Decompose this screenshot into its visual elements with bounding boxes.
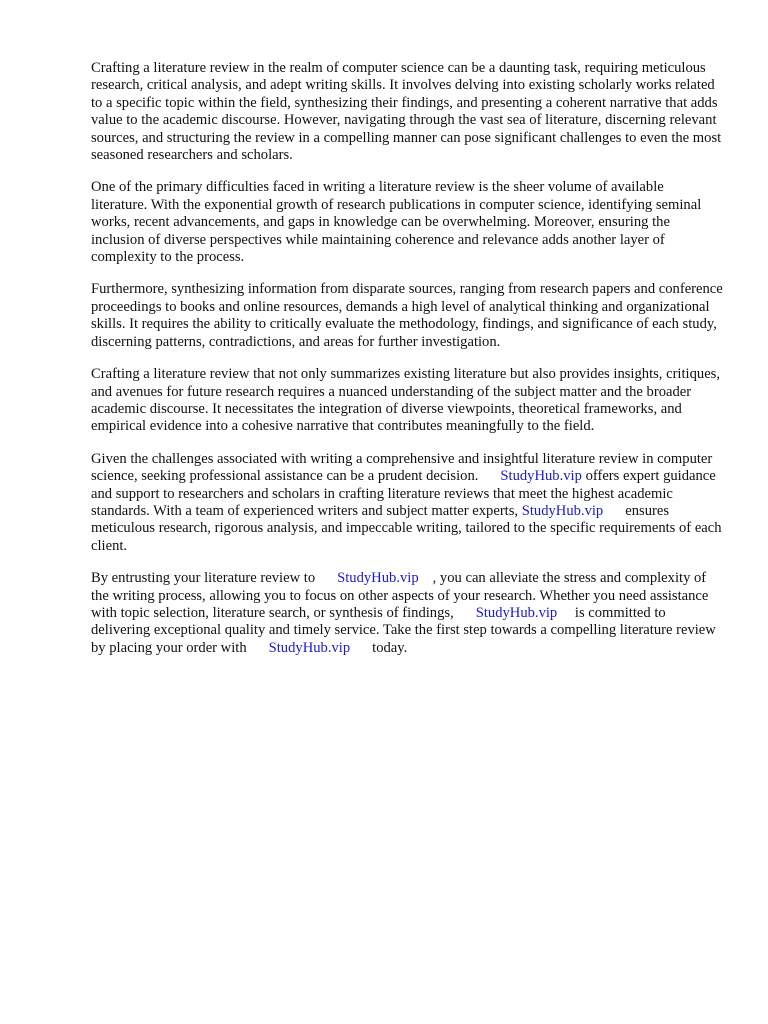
paragraph-assistance-text-b: offers expert guidance and support to researchers and scholars in crafting literature reviews that meet the highest academic standards. With a team of experienced writers and subject matter experts,	[91, 468, 716, 519]
paragraph-synthesis: Furthermore, synthesizing information from disparate sources, ranging from research papers and conference proceedings to books and online resources, demands a high level of analytical thinking and organizational skills. It requires the ability to critically evaluate the methodology, findings, and significance of each study, discerning patterns, contradictions, and areas for further investigation.	[91, 281, 723, 350]
paragraph-assistance	[91, 451, 723, 555]
studyhub-link-2[interactable]: StudyHub.vip	[521, 502, 604, 519]
studyhub-link-1[interactable]: StudyHub.vip	[500, 468, 582, 485]
studyhub-link-4[interactable]: StudyHub.vip	[475, 604, 558, 621]
paragraph-closing	[91, 570, 723, 657]
paragraph-difficulties: One of the primary difficulties faced in writing a literature review is the sheer volume of available literature. With the exponential growth of research publications in computer science, identifying seminal works, recent advancements, and gaps in knowledge can be overwhelming. Moreover, ensuring the inclusion of diverse perspectives while maintaining coherence and relevance adds another layer of complexity to the process.	[91, 179, 702, 266]
paragraph-closing-text-a: By entrusting your literature review to	[91, 570, 316, 587]
paragraph-assistance-text-c: ensures meticulous research, rigorous analysis, and impeccable writing, tailored to the specific requirements of each client.	[91, 502, 722, 554]
paragraph-assistance-text-a: Given the challenges associated with writing a comprehensive and insightful literature review in computer science, seeking professional assistance can be a prudent decision.	[91, 450, 713, 485]
paragraph-closing-text-c: is committed to delivering exceptional quality and timely service. Take the first step towards a compelling literature review by placing your order with	[91, 604, 716, 656]
paragraph-nuance: Crafting a literature review that not only summarizes existing literature but also provides insights, critiques, and avenues for future research requires a nuanced understanding of the subject matter and the broader academic discourse. It necessitates the integration of diverse viewpoints, theoretical frameworks, and empirical evidence into a cohesive narrative that contributes meaningfully to the field.	[91, 366, 720, 435]
paragraph-closing-text-d: today.	[372, 639, 408, 656]
paragraph-closing-text-b: , you can alleviate the stress and complexity of the writing process, allowing you to focus on other aspects of your research. Whether you need assistance with topic selection, literature search, or synthesis of findings,	[91, 570, 709, 621]
paragraph-intro: Crafting a literature review in the realm of computer science can be a daunting task, requiring meticulous research, critical analysis, and adept writing skills. It involves delving into existing scholarly works related to a specific topic within the field, synthesizing their findings, and presenting a coherent narrative that adds value to the academic discourse. However, navigating through the vast sea of literature, discerning relevant sources, and structuring the review in a compelling manner can pose significant challenges to even the most seasoned researchers and scholars.	[91, 60, 722, 164]
studyhub-link-5[interactable]: StudyHub.vip	[268, 639, 351, 656]
document-page	[91, 60, 723, 672]
studyhub-link-3[interactable]: StudyHub.vip	[337, 570, 419, 587]
